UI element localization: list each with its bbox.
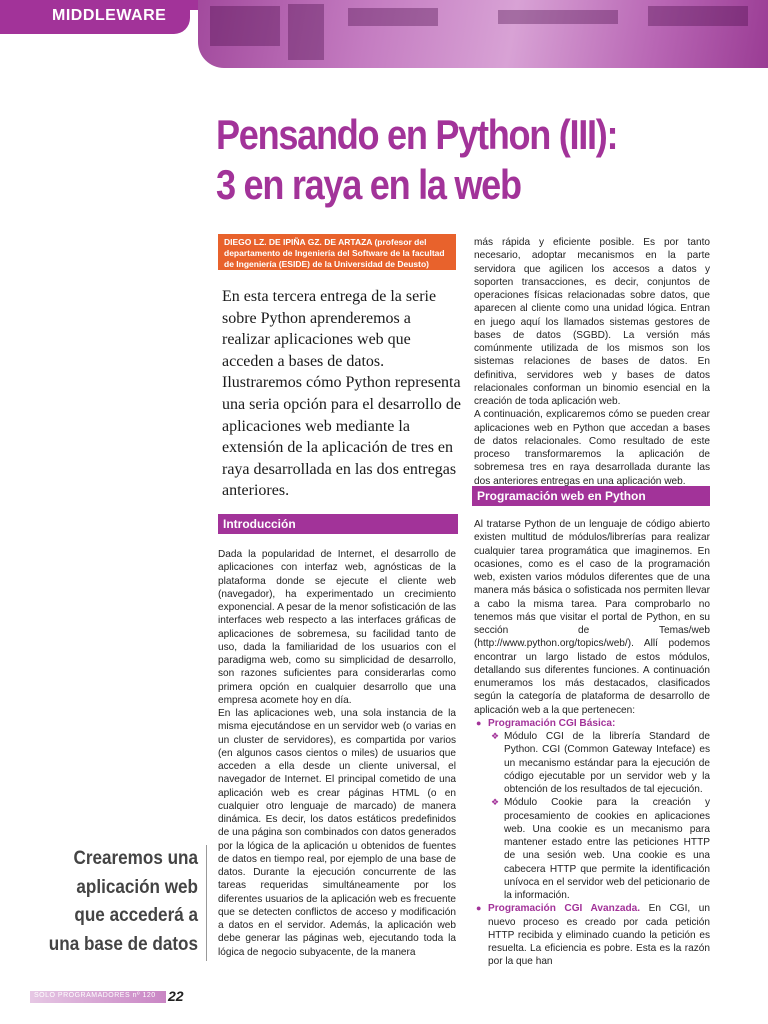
sub-bullet-item: ❖ Módulo Cookie para la creación y procesamiento de cookies en aplicaciones web. Una cookie es un mecanismo para mantener estado entre las peticiones HTTP de una sesión web. Una cookie es una cabecera HTTP que permite la identificación unívoca en el servidor web del peticionario de la información. (474, 796, 710, 902)
sub-bullet-item: ❖ Módulo CGI de la librería Standard de Python. CGI (Common Gateway Inteface) es un mecanismo estándar para la ejecución de código ejecutable por un servidor web y la obtención de los resultados de tal ejecución. (474, 730, 710, 796)
pull-quote-line: una base de datos (48, 933, 199, 955)
bullet-heading: Programación CGI Básica: (488, 717, 616, 729)
bullet-item (474, 902, 710, 968)
left-column (218, 548, 456, 959)
title-line-1: Pensando en Python (III): (216, 111, 618, 158)
section-label: MIDDLEWARE (52, 7, 167, 24)
body-paragraph: En las aplicaciones web, una sola instancia de la misma ejecutándose en un servidor web (o varias en un cluster de servidores), es compartida por varios (en algunos casos cientos o miles) de usuarios que acceden a ella desde un cliente universal, el navegador de Internet. El principal cometido de una aplicación web es crear páginas HTML (o en cualquier otro lenguaje de marcado) de manera dinámica. Es decir, los datos estáticos predefinidos de una página son combinados con datos generados por la lógica de la aplicación u obtenidos de fuentes de datos en tiempo real, por ejemplo de una base de datos. Durante la ejecución concurrente de las tareas requeridas simultáneamente por los diferentes usuarios de la aplicación web es frecuente que se detecten conflictos de acceso y modificación a datos en el servidor. Además, la aplicación web debe generar las páginas web, ejecutando toda la lógica de negocio subyacente, de la manera (218, 708, 456, 958)
body-paragraph: Al tratarse Python de un lenguaje de código abierto existen multitud de módulos/librerías para realizar cualquier tarea programática que imaginemos. En ocasiones, como es el caso de la programación web, existen varios módulos diferentes que de una manera más básica o sofisticada nos permiten llevar a cabo la misma tarea. Para comprobarlo no tenemos más que visitar el portal de Python, en su sección de Temas/web (http://www.python.org/topics/web/). Allí podemos encontrar un largo listado de estos módulos, detallando sus diferentes funciones. A continuación enumeramos los más destacados, clasificados según la categoría de plataforma de desarrollo de aplicación web a la que pertenecen: (474, 519, 710, 716)
body-paragraph: más rápida y eficiente posible. Es por tanto necesario, adoptar mecanismos en la parte servidora que agilicen los accesos a datos y soporten transacciones, es decir, conjuntos de operaciones físicas relacionadas sobre datos, que aparecen al cliente como una unidad lógica. Entran en juego aquí los llamados sistemas gestores de bases de datos (SGBD). La versión más comúnmente utilizada de los mismos son los sistemas relaciones de bases de datos. En definitiva, servidores web y bases de datos relacionales conforman un binomio esencial en la creación de toda aplicación web. (474, 237, 710, 407)
bullet-item (474, 717, 710, 730)
pull-quote (47, 845, 198, 959)
title-line-2: 3 en raya en la web (216, 161, 521, 208)
header-banner-image (198, 0, 768, 68)
section-heading-introduccion: Introducción (218, 514, 458, 534)
bullet-heading: Programación CGI Avanzada. (488, 903, 641, 915)
pull-quote-line: Crearemos una (73, 848, 198, 869)
bullet-text: En CGI, un nuevo proceso es creado por cada petición HTTP recibida y eliminado cuando la petición es resuelta. La eficiencia es pobre. Esta es la razón por la que han (488, 903, 710, 968)
section-heading-programacion-web: Programación web en Python (472, 486, 710, 506)
pull-quote-divider (206, 845, 207, 961)
pull-quote-line: aplicación web (76, 876, 198, 898)
page-number: 22 (168, 988, 184, 1004)
section-tab (0, 0, 190, 34)
author-box: DIEGO LZ. DE IPIÑA GZ. DE ARTAZA (profesor del departamento de Ingeniería del Software de la facultad de Ingeniería (ESIDE) de la Universidad de Deusto) (218, 234, 456, 270)
article-title (216, 110, 663, 210)
right-column-top (474, 236, 710, 488)
body-paragraph: A continuación, explicaremos cómo se pueden crear aplicaciones web en Python que accedan a bases de datos relacionales. Como resultado de este proceso transformaremos la aplicación de sobremesa tres en raya desarrollada durante las dos anteriores entregas en una aplicación web. (474, 409, 710, 487)
pull-quote-line: que accederá a (74, 905, 198, 926)
body-paragraph: Dada la popularidad de Internet, el desarrollo de aplicaciones con interfaz web, agnósticas de la plataforma donde se ejecute el cliente web (navegador), ha experimentado un crecimiento exponencial. A pesar de la menor sofisticación de las interfaces web respecto a las interfaces gráficas de aplicaciones de sobremesa, su facilidad tanto de uso, dada la familiaridad de los usuarios con el paradigma web, como su simplicidad de desarrollo, son razones suficientes para considerarlas como primera opción en cualquier desarrollo que una empresa acomete hoy en día. (218, 549, 456, 706)
footer-magazine: SOLO PROGRAMADORES nº 120 (34, 992, 156, 999)
right-column-bottom (474, 518, 710, 969)
lead-paragraph: En esta tercera entrega de la serie sobre Python aprenderemos a realizar aplicaciones web que acceden a bases de datos. Ilustraremos cómo Python representa una seria opción para el desarrollo de aplicaciones web mediante la extensión de la aplicación de tres en raya desarrollada en las dos entregas anteriores. (222, 288, 462, 500)
